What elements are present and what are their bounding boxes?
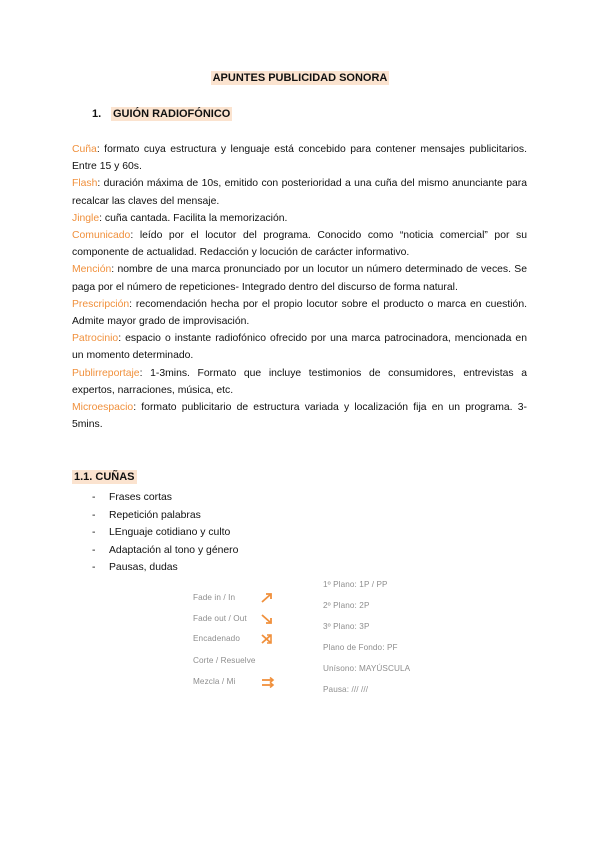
arrow-down-right-icon xyxy=(260,613,274,625)
definition-term: Flash xyxy=(72,178,98,190)
definitions-list xyxy=(72,141,527,433)
definition-text: : 1-3mins. Formato que incluye testimonios de consumidores, entrevistas a expertos, narraciones, música, etc. xyxy=(72,367,527,396)
legend-right-item: Plano de Fondo: PF xyxy=(323,643,398,652)
bullet-item xyxy=(92,489,238,507)
definition-text: : cuña cantada. Facilita la memorización. xyxy=(99,212,288,224)
legend-right-item: Pausa: /// /// xyxy=(323,685,369,694)
cunas-bullet-list xyxy=(92,489,238,577)
definition-text: : formato publicitario de estructura variada y localización fija en un programa. 3-5mins. xyxy=(72,402,527,431)
definition-text: : recomendación hecha por el propio locutor sobre el producto o marca en cuestión. Admite mayor grado de improvisación. xyxy=(72,298,527,328)
dash-marker: - xyxy=(92,492,96,503)
definition-item xyxy=(72,141,527,175)
definition-text: : leído por el locutor del programa. Conocido como “noticia comercial” por su componente de actualidad. Redacción y locución de carácter informativo. xyxy=(72,230,527,259)
bullet-text: Adaptación al tono y género xyxy=(109,544,239,556)
definition-term: Microespacio xyxy=(72,402,134,414)
legend-left-item: Encadenado xyxy=(193,634,240,643)
bullet-text: Repetición palabras xyxy=(109,509,201,521)
section-number: 1. xyxy=(92,108,102,120)
definition-item xyxy=(72,210,527,227)
bullet-item xyxy=(92,524,238,542)
definition-item xyxy=(72,296,527,330)
legend-right-item: Unísono: MAYÚSCULA xyxy=(323,664,411,673)
crossed-arrows-icon xyxy=(260,633,274,645)
section-heading-text: GUIÓN RADIOFÓNICO xyxy=(113,108,231,120)
section-heading-guion xyxy=(92,108,232,120)
legend-right-item: 3º Plano: 3P xyxy=(323,622,370,631)
legend-left-item: Mezcla / Mi xyxy=(193,677,236,686)
dash-marker: - xyxy=(92,527,96,538)
bullet-text: LEnguaje cotidiano y culto xyxy=(109,527,231,538)
document-title: APUNTES PUBLICIDAD SONORA xyxy=(212,72,388,84)
arrow-up-right-icon xyxy=(260,592,274,604)
legend-right-item: 1º Plano: 1P / PP xyxy=(323,580,388,589)
legend-left-item: Fade in / In xyxy=(193,593,236,602)
subsection-heading-cunas: 1.1. CUÑAS xyxy=(74,471,135,483)
dash-marker: - xyxy=(92,562,96,573)
definition-item xyxy=(72,261,527,295)
bullet-item xyxy=(92,542,238,560)
definition-term: Jingle xyxy=(72,212,100,224)
bullet-text: Pausas, dudas xyxy=(109,562,178,573)
definition-item xyxy=(72,175,527,209)
legend-left-item: Corte / Resuelve xyxy=(193,656,256,665)
dash-marker: - xyxy=(92,544,96,556)
definition-term: Prescripción xyxy=(72,298,130,310)
definition-item xyxy=(72,227,527,261)
definition-term: Cuña xyxy=(72,144,97,155)
legend-right-item: 2º Plano: 2P xyxy=(323,601,370,610)
definition-text: : duración máxima de 10s, emitido con posterioridad a una cuña del mismo anunciante para recalcar las claves del mensaje. xyxy=(72,178,527,207)
definition-text: : formato cuya estructura y lenguaje está concebido para contener mensajes publicitarios. Entre 15 y 60s. xyxy=(72,144,527,173)
definition-term: Mención xyxy=(72,264,112,276)
definition-item xyxy=(72,399,527,433)
definition-text: : nombre de una marca pronunciado por un locutor un número determinado de veces. Se paga por el número de repeticiones- Integrado dentro del discurso de forma natural. xyxy=(72,264,527,293)
definition-term: Comunicado xyxy=(72,230,131,242)
dash-marker: - xyxy=(92,509,96,521)
bullet-item xyxy=(92,559,238,577)
definition-text: : espacio o instante radiofónico ofrecido por una marca patrocinadora, mencionada en un momento determinado. xyxy=(72,333,527,362)
definition-term: Patrocinio xyxy=(72,333,119,345)
definition-item xyxy=(72,330,527,364)
bullet-item xyxy=(92,507,238,525)
bullet-text: Frases cortas xyxy=(109,492,172,503)
definition-item xyxy=(72,365,527,399)
double-arrow-icon xyxy=(261,676,275,688)
legend-left-item: Fade out / Out xyxy=(193,614,247,623)
definition-term: Publirreportaje xyxy=(72,367,140,379)
